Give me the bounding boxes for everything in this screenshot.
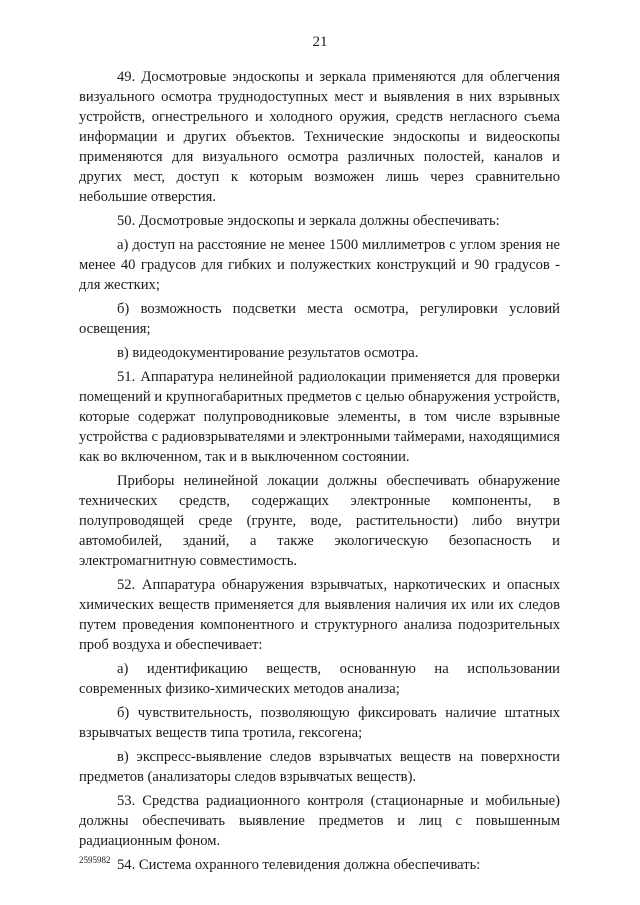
- document-body: [79, 67, 560, 879]
- paragraph-52: 52. Аппаратура обнаружения взрывчатых, наркотических и опасных химических веществ применяется для выявления наличия их или их следов путем проведения компонентного и структурного анализа подозрительных проб воздуха и обеспечивает:: [79, 577, 560, 653]
- paragraph-50-a: а) доступ на расстояние не менее 1500 миллиметров с углом зрения не менее 40 градусов для гибких и полужестких конструкций и 90 градусов - для жестких;: [79, 237, 560, 293]
- document-code: 2595982: [79, 855, 111, 865]
- paragraph-52-a: а) идентификацию веществ, основанную на использовании современных физико-химических методов анализа;: [79, 661, 560, 697]
- paragraph-51-devices: Приборы нелинейной локации должны обеспечивать обнаружение технических средств, содержащих электронные компоненты, в полупроводящей среде (грунте, воде, растительности) либо внутри автомобилей, зданий, а также экологическую безопасность и электромагнитную совместимость.: [79, 473, 560, 569]
- paragraph-50-v: в) видеодокументирование результатов осмотра.: [117, 345, 419, 361]
- paragraph-52-v: в) экспресс-выявление следов взрывчатых веществ на поверхности предметов (анализаторы следов взрывчатых веществ).: [79, 749, 560, 785]
- paragraph-50-b: б) возможность подсветки места осмотра, регулировки условий освещения;: [79, 301, 560, 337]
- paragraph-54: 54. Система охранного телевидения должна обеспечивать:: [117, 857, 481, 873]
- paragraph-52-b: б) чувствительность, позволяющую фиксировать наличие штатных взрывчатых веществ типа тротила, гексогена;: [79, 705, 560, 741]
- paragraph-53: 53. Средства радиационного контроля (стационарные и мобильные) должны обеспечивать выявление предметов и лиц с повышенным радиационным фоном.: [79, 793, 560, 849]
- paragraph-49: 49. Досмотровые эндоскопы и зеркала применяются для облегчения визуального осмотра труднодоступных мест и выявления в них взрывных устройств, огнестрельного и холодного оружия, средств негласного съема информации и других объектов. Технические эндоскопы и видеоскопы применяются для визуального осмотра различных полостей, каналов и других мест, доступ к которым возможен лишь через сравнительно небольшие отверстия.: [79, 69, 560, 205]
- page-number: 21: [312, 34, 328, 50]
- paragraph-50: 50. Досмотровые эндоскопы и зеркала должны обеспечивать:: [117, 213, 500, 229]
- paragraph-51: 51. Аппаратура нелинейной радиолокации применяется для проверки помещений и крупногабаритных предметов с целью обнаружения устройств, которые содержат полупроводниковые элементы, в том числе взрывные устройства с радиовзрывателями и электронными таймерами, находящимися как во включенном, так и в выключенном состоянии.: [79, 369, 560, 465]
